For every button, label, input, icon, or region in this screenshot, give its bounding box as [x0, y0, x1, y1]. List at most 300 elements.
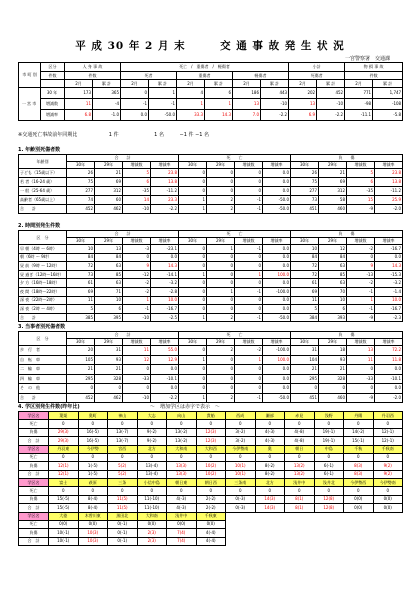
column-header: 30年 — [291, 339, 319, 346]
value-cell: 4 — [177, 88, 205, 99]
value-cell: 73 — [291, 196, 319, 205]
row-label: 増減数 — [41, 99, 65, 110]
value-cell: 29(3) — [49, 428, 79, 437]
subtotal-header: 小計 — [289, 63, 345, 72]
value-cell: -2 — [123, 279, 151, 288]
district-name: 丹羽東 — [49, 445, 79, 453]
value-cell: 1 — [207, 245, 235, 254]
value-cell: -5.8 — [373, 110, 403, 121]
district-name: 瀬部 — [255, 412, 285, 420]
district-row — [19, 537, 403, 546]
row-label: 死亡 — [19, 420, 49, 429]
value-cell: 0 — [255, 453, 285, 462]
value-cell: 1 — [207, 287, 235, 296]
value-cell: -50.0 — [149, 110, 177, 121]
group-header: 死 亡 — [179, 332, 291, 339]
value-cell: 0(0) — [167, 520, 197, 529]
row-label: 深 夜（2時 ～ 4時） — [19, 305, 67, 314]
district-name: 大和南 — [167, 445, 197, 453]
value-cell: 4(-8) — [285, 428, 315, 437]
value-cell: -2.8 — [151, 287, 179, 296]
value-cell: 0 — [167, 487, 197, 496]
value-cell: -13 — [347, 270, 375, 279]
value-cell: 0.0 — [263, 262, 291, 271]
age-table — [18, 154, 403, 214]
row-label: 昼 過ぎ（12時～16時） — [19, 270, 67, 279]
row-label: 四 輪 車 — [19, 374, 67, 384]
value-cell: -1 — [235, 196, 263, 205]
district-name: 萩原 — [78, 479, 108, 487]
value-cell: 0.0 — [151, 365, 179, 375]
value-cell: 14.3 — [205, 110, 233, 121]
empty-cell — [226, 529, 256, 538]
value-cell: 10(1) — [226, 462, 256, 471]
value-cell: 0 — [179, 253, 207, 262]
value-cell: -1 — [235, 393, 263, 403]
value-cell: 2 — [207, 313, 235, 322]
value-cell: 2 — [207, 346, 235, 356]
header-cell: 累 計 — [261, 80, 289, 88]
value-cell: 0 — [123, 253, 151, 262]
value-cell: -10 — [123, 205, 151, 214]
value-cell: 11 — [123, 346, 151, 356]
value-cell: 8(3) — [344, 470, 374, 479]
district-row — [19, 487, 403, 496]
value-cell: 186 — [233, 88, 261, 99]
district-label-header: 学区名 — [19, 512, 49, 520]
value-cell: 72 — [291, 270, 319, 279]
row-label: 子ども（15歳以下） — [19, 169, 67, 178]
value-cell: 0 — [226, 420, 256, 429]
empty-cell — [285, 529, 315, 538]
value-cell: 10(-1) — [49, 537, 79, 546]
value-cell: 0 — [207, 262, 235, 271]
value-cell: 451 — [291, 393, 319, 403]
value-cell: 14(-2) — [344, 428, 374, 437]
note-a: 1 件 — [108, 132, 119, 138]
table-row — [19, 355, 403, 365]
header-cell: 2月 — [233, 80, 261, 88]
value-cell: 61 — [67, 279, 95, 288]
table-row — [19, 253, 403, 262]
value-cell: 6.8 — [65, 110, 93, 121]
value-cell: 0 — [108, 487, 138, 496]
value-cell: 0 — [207, 178, 235, 187]
value-cell: 0 — [235, 253, 263, 262]
value-cell: -1 — [235, 287, 263, 296]
row-label: 合 計 — [19, 537, 49, 546]
group-header: 合 計 — [67, 332, 179, 339]
value-cell: 7.0 — [233, 110, 261, 121]
value-cell: 12.9 — [151, 355, 179, 365]
value-cell: 73 — [67, 270, 95, 279]
empty-cell — [285, 512, 315, 520]
value-cell: -11.2 — [151, 187, 179, 196]
value-cell: 365 — [93, 88, 121, 99]
casualty-header: 死亡 / 重傷者 / 軽傷者 — [121, 63, 289, 72]
value-cell: 0(-1) — [108, 537, 138, 546]
value-cell: 6(-1) — [314, 462, 344, 471]
value-cell: 13 — [347, 346, 375, 356]
value-cell: 6 — [123, 178, 151, 187]
column-header: 増減率 — [375, 162, 403, 169]
header-cell: 累 計 — [93, 80, 121, 88]
value-cell: 21 — [319, 169, 347, 178]
value-cell: 63 — [319, 262, 347, 271]
column-header: 29年 — [207, 162, 235, 169]
value-cell: 0 — [207, 365, 235, 375]
summary-row — [19, 88, 403, 99]
value-cell: 0 — [137, 487, 167, 496]
row-label: 合 計 — [19, 504, 49, 513]
district-name: 葉栗 — [49, 412, 79, 420]
row-label: 負傷 — [19, 428, 49, 437]
value-cell: 11 — [347, 355, 375, 365]
district-row — [19, 437, 403, 446]
column-header: 30年 — [67, 238, 95, 245]
value-cell: 0 — [226, 453, 256, 462]
column-header: 増減数 — [235, 162, 263, 169]
value-cell: 462 — [95, 393, 123, 403]
value-cell: 0(0) — [373, 495, 403, 504]
value-cell: 11 — [291, 296, 319, 305]
value-cell: 0 — [196, 487, 226, 496]
value-cell: 0.0 — [263, 365, 291, 375]
district-row — [19, 462, 403, 471]
row-label: 負傷 — [19, 529, 49, 538]
value-cell: 21 — [95, 169, 123, 178]
page-title: 平 成 30 年 2 月 末 交 通 事 故 発 生 状 況 — [75, 40, 345, 52]
value-cell: 8(-4) — [78, 495, 108, 504]
value-cell: 100.0 — [263, 355, 291, 365]
value-cell: 10 — [67, 245, 95, 254]
value-cell: 12(-1) — [373, 437, 403, 446]
value-cell: 202 — [289, 88, 317, 99]
value-cell: 8(-4) — [78, 504, 108, 513]
group-header: 死 亡 — [179, 155, 291, 162]
row-label: 合 計 — [19, 393, 67, 403]
column-header: 30年 — [291, 238, 319, 245]
value-cell: 23.8 — [375, 169, 403, 178]
value-cell: 0 — [285, 453, 315, 462]
value-cell: -98 — [345, 99, 373, 110]
value-cell: 55.0 — [151, 346, 179, 356]
value-cell: -33 — [347, 374, 375, 384]
district-row — [19, 504, 403, 513]
column-header: 29年 — [207, 339, 235, 346]
value-cell: 20 — [67, 346, 95, 356]
value-cell: 1(-5) — [78, 470, 108, 479]
row-label: 死亡 — [19, 487, 49, 496]
value-cell: 0 — [235, 365, 263, 375]
value-cell: 462 — [95, 205, 123, 214]
value-cell: 451 — [291, 205, 319, 214]
district-name: 三条 — [108, 479, 138, 487]
value-cell: 14.3 — [375, 262, 403, 271]
district-label-header: 学区名 — [19, 445, 49, 453]
value-cell: 0 — [179, 346, 207, 356]
value-cell: 0 — [67, 384, 95, 394]
value-cell: 0 — [137, 420, 167, 429]
district-label-header: 学区名 — [19, 412, 49, 420]
value-cell: 2(3) — [137, 529, 167, 538]
value-cell: 58 — [319, 196, 347, 205]
value-cell: 13(-7) — [108, 437, 138, 446]
value-cell: 13(-7) — [108, 428, 138, 437]
value-cell: 0(-3) — [226, 495, 256, 504]
value-cell: 26 — [67, 169, 95, 178]
value-cell: 12(3) — [196, 437, 226, 446]
value-cell: -9 — [347, 313, 375, 322]
value-cell: 277 — [67, 187, 95, 196]
row-label: 高齢者（65歳以上） — [19, 196, 67, 205]
value-cell: 1 — [179, 270, 207, 279]
value-cell: 31 — [95, 346, 123, 356]
value-cell: 0 — [347, 253, 375, 262]
district-name: 千秋 — [344, 445, 374, 453]
value-cell: 93 — [319, 355, 347, 365]
value-cell: -2.2 — [261, 110, 289, 121]
row-label: 合 計 — [19, 437, 49, 446]
value-cell: 0 — [347, 365, 375, 375]
row-label: 死亡 — [19, 520, 49, 529]
value-cell: 10(2) — [196, 462, 226, 471]
empty-cell — [344, 529, 374, 538]
district-name: 今伊勢南 — [373, 479, 403, 487]
value-cell: 0 — [314, 487, 344, 496]
issuing-organization: 一宮警察署 交通課 — [344, 56, 390, 62]
district-name: 大和南 — [137, 512, 167, 520]
value-cell: -100.0 — [263, 346, 291, 356]
value-cell: 0 — [108, 420, 138, 429]
value-cell: 0 — [207, 270, 235, 279]
value-cell: 63 — [95, 262, 123, 271]
value-cell: 19(-1) — [314, 428, 344, 437]
column-header: 29年 — [95, 162, 123, 169]
section-4-title: 4. 学区別発生件数(昨年比) — [18, 404, 80, 410]
district-name: 今伊勢 — [78, 445, 108, 453]
column-header: 増減数 — [123, 238, 151, 245]
value-cell: 16(-5) — [78, 428, 108, 437]
value-cell: 0 — [121, 88, 149, 99]
value-cell: 15(-1) — [344, 437, 374, 446]
value-cell: 69 — [67, 287, 95, 296]
property-accident-header: 物 損 事 故 — [345, 63, 403, 72]
value-cell: -100.0 — [263, 287, 291, 296]
column-header: 増減率 — [263, 238, 291, 245]
value-cell: 29(3) — [49, 437, 79, 446]
column-header: 増減数 — [235, 339, 263, 346]
value-cell: 0 — [167, 420, 197, 429]
value-cell: 0(0) — [344, 495, 374, 504]
value-cell: 393 — [319, 313, 347, 322]
column-header: 増減率 — [151, 162, 179, 169]
group-header: 合 計 — [67, 231, 179, 238]
value-cell: 8(1) — [285, 504, 315, 513]
value-cell: 93 — [95, 355, 123, 365]
value-cell: 11(-10) — [137, 504, 167, 513]
value-cell: 0.0 — [151, 384, 179, 394]
value-cell: 395 — [95, 313, 123, 322]
column-header: 29年 — [319, 238, 347, 245]
value-cell: -2.2 — [151, 393, 179, 403]
empty-cell — [285, 520, 315, 529]
district-name: 中島 — [314, 445, 344, 453]
value-cell: 1 — [347, 296, 375, 305]
value-cell: 15(-5) — [49, 504, 79, 513]
value-cell: 0 — [235, 262, 263, 271]
table-row — [19, 305, 403, 314]
value-cell: 771 — [345, 88, 373, 99]
value-cell: -3.2 — [375, 279, 403, 288]
empty-cell — [226, 512, 256, 520]
value-cell: 0.0 — [263, 169, 291, 178]
value-cell: 12(8) — [314, 495, 344, 504]
value-cell: -1 — [235, 313, 263, 322]
value-cell: 5(2) — [108, 470, 138, 479]
table-row — [19, 270, 403, 279]
value-cell: -12 — [123, 270, 151, 279]
value-cell: 0 — [179, 279, 207, 288]
value-cell: -16.7 — [151, 305, 179, 314]
row-label: 夕 方（16時～18時） — [19, 279, 67, 288]
value-cell: 452 — [317, 88, 345, 99]
value-cell: 105 — [67, 355, 95, 365]
empty-cell — [344, 537, 374, 546]
empty-cell — [255, 512, 285, 520]
district-name: 黒田北 — [108, 512, 138, 520]
row-label: そ の 他 — [19, 384, 67, 394]
value-cell: 460 — [319, 393, 347, 403]
value-cell: 0(0) — [344, 504, 374, 513]
header-cell: 累 計 — [149, 80, 177, 88]
row-label: 増減率 — [41, 110, 65, 121]
value-cell: 5(2) — [108, 462, 138, 471]
value-cell: 13.8 — [375, 178, 403, 187]
value-cell: 13 — [233, 99, 261, 110]
value-cell: 11 — [67, 296, 95, 305]
value-cell: 4(-3) — [255, 428, 285, 437]
value-cell: 0(0) — [196, 520, 226, 529]
empty-cell — [226, 537, 256, 546]
value-cell: 21 — [319, 365, 347, 375]
value-cell: 14.3 — [151, 262, 179, 271]
value-cell: 1 — [177, 99, 205, 110]
column-header: 増減数 — [347, 339, 375, 346]
value-cell: 0 — [255, 487, 285, 496]
value-cell: 0.0 — [263, 253, 291, 262]
kubun-header: 区分 — [41, 63, 65, 72]
value-cell: 1,747 — [373, 88, 403, 99]
value-cell: 0 — [49, 420, 79, 429]
empty-cell — [314, 529, 344, 538]
empty-cell — [373, 537, 403, 546]
value-cell: 0 — [285, 420, 315, 429]
header-cell: 2月 — [289, 80, 317, 88]
value-cell: 0.0 — [263, 305, 291, 314]
value-cell: 12 — [123, 355, 151, 365]
note-b: 1 名 — [154, 132, 164, 138]
empty-cell — [373, 520, 403, 529]
value-cell: 0 — [314, 453, 344, 462]
value-cell: 6(-1) — [314, 470, 344, 479]
district-name: 神山 — [108, 412, 138, 420]
value-cell: 0 — [235, 279, 263, 288]
district-name: 北方 — [255, 479, 285, 487]
table-row — [19, 365, 403, 375]
header-cell: 重傷者 — [177, 72, 233, 80]
empty-cell — [344, 520, 374, 529]
row-label: 自 転 車 — [19, 355, 67, 365]
value-cell: 21 — [95, 365, 123, 375]
value-cell: 25.9 — [375, 196, 403, 205]
district-name: 北方 — [137, 445, 167, 453]
row-label: 負傷 — [19, 495, 49, 504]
value-cell: 75 — [67, 178, 95, 187]
value-cell: 0 — [285, 487, 315, 496]
table-row — [19, 296, 403, 305]
column-header: 増減率 — [263, 339, 291, 346]
district-name: 今伊勢西 — [344, 479, 374, 487]
value-cell: 0 — [207, 384, 235, 394]
value-cell: 0 — [78, 487, 108, 496]
row-label: 早 朝（4時 ～ 6時） — [19, 245, 67, 254]
value-cell: 6 — [319, 305, 347, 314]
district-name: 西成 — [226, 412, 256, 420]
group-header: 合 計 — [67, 155, 179, 162]
value-cell: 13(-2) — [167, 437, 197, 446]
corner-label: 区 分 — [36, 335, 49, 341]
value-cell: 0.0 — [121, 110, 149, 121]
value-cell: 0 — [179, 296, 207, 305]
value-cell: 5 — [67, 305, 95, 314]
value-cell: 0 — [291, 384, 319, 394]
value-cell: 0 — [235, 374, 263, 384]
value-cell: 4(-3) — [255, 437, 285, 446]
row-label: 合 計 — [19, 313, 67, 322]
district-table — [18, 411, 403, 546]
column-header: 増減率 — [375, 339, 403, 346]
value-cell: -3.2 — [151, 279, 179, 288]
empty-cell — [314, 512, 344, 520]
district-name: 宮西 — [108, 445, 138, 453]
value-cell: 452 — [67, 393, 95, 403]
header-cell: 件数 — [41, 72, 65, 80]
value-cell: 60 — [95, 196, 123, 205]
column-header: 29年 — [319, 339, 347, 346]
value-cell: -1 — [347, 287, 375, 296]
corner-label: 年齢別 — [36, 158, 49, 164]
value-cell: 1 — [179, 313, 207, 322]
district-name: 丹羽西 — [373, 412, 403, 420]
value-cell: 12(1) — [49, 462, 79, 471]
value-cell: 74 — [67, 196, 95, 205]
value-cell: 104 — [291, 355, 319, 365]
district-name: 赤見 — [285, 412, 315, 420]
value-cell: 0(-3) — [226, 504, 256, 513]
value-cell: 0 — [235, 169, 263, 178]
value-cell: 13(-2) — [167, 428, 197, 437]
header-cell: 2月 — [65, 80, 93, 88]
value-cell: -1 — [123, 305, 151, 314]
value-cell: 72.2 — [375, 346, 403, 356]
section-4-legend: ～ 増加学区は赤字で表示 ～ — [150, 404, 221, 410]
value-cell: -50.0 — [263, 205, 291, 214]
column-header: 増減数 — [123, 339, 151, 346]
value-cell: 26 — [291, 169, 319, 178]
value-cell: 0(-1) — [108, 529, 138, 538]
district-name: 浅井北 — [314, 479, 344, 487]
